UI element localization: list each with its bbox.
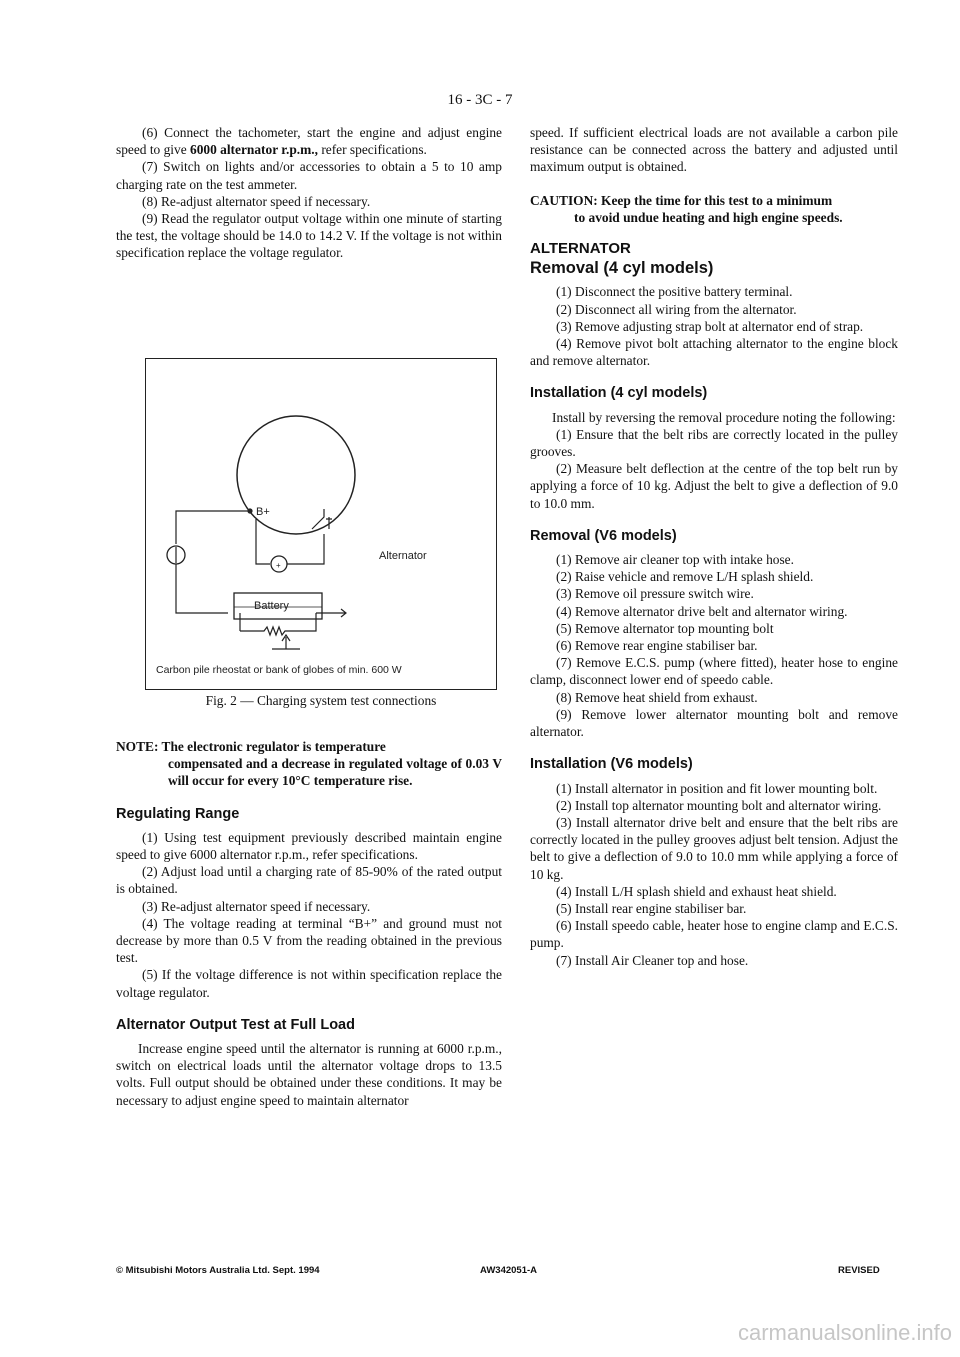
heading-install-4cyl: Installation (4 cyl models)	[530, 385, 708, 402]
range-step-2: (2) Adjust load until a charging rate of 85-90% of the rated output is obtained.	[116, 864, 502, 897]
left-column-top	[116, 124, 502, 262]
range-step-3: (3) Re-adjust alternator speed if necessary.	[142, 898, 371, 914]
watermark: carmanualsonline.info	[737, 1320, 952, 1345]
removalv6-step-3: (3) Remove oil pressure switch wire.	[556, 586, 754, 602]
removalv6-step-2: (2) Raise vehicle and remove L/H splash shield.	[556, 569, 814, 585]
charging-system-diagram	[145, 358, 497, 690]
footer-revised: REVISED	[838, 1265, 880, 1276]
installv6-step-7: (7) Install Air Cleaner top and hose.	[556, 952, 749, 968]
step-7: (7) Switch on lights and/or accessories to obtain a 5 to 10 amp charging rate on the test ammeter.	[116, 159, 502, 192]
svg-text:+: +	[276, 561, 281, 570]
range-step-1: (1) Using test equipment previously described maintain engine speed to give 6000 alternator r.p.m., refer specifications.	[116, 829, 502, 863]
page-number: 16 - 3C - 7	[447, 92, 513, 108]
installv6-step-4: (4) Install L/H splash shield and exhaust heat shield.	[556, 883, 837, 899]
pile-adjuster	[282, 635, 290, 649]
removalv6-step-6: (6) Remove rear engine stabiliser bar.	[556, 638, 758, 654]
heading-removal-v6: Removal (V6 models)	[530, 527, 677, 544]
removal4-step-3: (3) Remove adjusting strap bolt at alternator end of strap.	[556, 318, 864, 334]
wire-meter-down	[176, 564, 228, 613]
rpm-emphasis: 6000 alternator r.p.m.,	[190, 142, 318, 158]
wire-bplus-to-meter	[176, 511, 250, 544]
continued-text: speed. If sufficient electrical loads are not available a carbon pile resistance can be connected across the battery and adjusted until maximum output is obtained.	[530, 125, 898, 175]
heading-alternator: ALTERNATOR	[530, 240, 631, 258]
installv6-step-3: (3) Install alternator drive belt and ensure that the belt ribs are correctly located in the pulley grooves adjust belt tension. Adjust the belt to give a deflection of 9.0 to 10.0 mm while applying a force of 10 kg.	[530, 814, 898, 882]
range-step-4: (4) The voltage reading at terminal “B+” and ground must not decrease by more than 0.5 V from the reading obtained in the previous test.	[116, 915, 502, 966]
heading-install-v6: Installation (V6 models)	[530, 756, 693, 773]
removalv6-step-8: (8) Remove heat shield from exhaust.	[556, 689, 758, 705]
installv6-step-5: (5) Install rear engine stabiliser bar.	[556, 900, 747, 916]
alt-terminal-right	[312, 509, 332, 529]
pile-label: Carbon pile rheostat or bank of globes of min. 600 W	[156, 664, 402, 676]
step-8: (8) Re-adjust alternator speed if necessary.	[142, 193, 371, 209]
removalv6-step-7: (7) Remove E.C.S. pump (where fitted), heater hose to engine clamp, disconnect lower end of speedo cable.	[530, 655, 898, 688]
figure-caption: Fig. 2 — Charging system test connections	[205, 693, 437, 708]
removalv6-step-4: (4) Remove alternator drive belt and alternator wiring.	[556, 603, 848, 619]
heading-full-load: Alternator Output Test at Full Load	[116, 1016, 355, 1033]
footer-copyright: © Mitsubishi Motors Australia Ltd. Sept. 1994	[116, 1265, 320, 1276]
wire-alt-left	[256, 519, 270, 564]
removal4-step-2: (2) Disconnect all wiring from the alternator.	[556, 301, 797, 317]
alternator-symbol	[237, 416, 355, 534]
installv6-step-2: (2) Install top alternator mounting bolt and alternator wiring.	[556, 797, 882, 813]
installv6-step-6: (6) Install speedo cable, heater hose to engine clamp and E.C.S. pump.	[530, 918, 898, 951]
caution-block: CAUTION: Keep the time for this test to a minimum to avoid undue heating and high engine speeds.	[530, 192, 843, 225]
installv6-step-1: (1) Install alternator in position and fit lower mounting bolt.	[556, 780, 878, 796]
wire-meter-right	[287, 534, 324, 564]
full-load-text: Increase engine speed until the alternator is running at 6000 r.p.m., switch on electrical loads until the alternator voltage drops to 13.5 volts. Full output should be obtained under these conditions. It may be necessary to adjust engine speed to maintain alternator	[116, 1041, 502, 1108]
step-9: (9) Read the regulator output voltage within one minute of starting the test, the voltage should be 14.0 to 14.2 V. If the voltage is not within specification replace the voltage regulator.	[116, 211, 502, 261]
footer-document-code: AW342051-A	[480, 1265, 538, 1276]
circuit-drawing	[146, 359, 496, 689]
install4-intro: Install by reversing the removal procedure noting the following:	[552, 409, 896, 425]
range-step-5: (5) If the voltage difference is not within specification replace the voltage regulator.	[116, 967, 502, 1000]
right-column	[530, 124, 898, 969]
alternator-label: Alternator	[379, 550, 427, 562]
removalv6-step-1: (1) Remove air cleaner top with intake hose.	[556, 552, 794, 568]
heading-removal-4cyl: Removal (4 cyl models)	[530, 259, 714, 278]
carbon-pile-symbol	[240, 613, 316, 635]
step-6: (6) Connect the tachometer, start the engine and adjust engine speed to give 6000 alternator r.p.m., refer specifications.	[116, 125, 502, 158]
install4-step-1: (1) Ensure that the belt ribs are correctly located in the pulley grooves.	[530, 426, 898, 460]
heading-regulating-range: Regulating Range	[116, 805, 240, 822]
battery-label: Battery	[254, 600, 289, 612]
removalv6-step-5: (5) Remove alternator top mounting bolt	[556, 620, 774, 636]
note-block: NOTE: The electronic regulator is temperature compensated and a decrease in regulated voltage of 0.03 V will occur for every 10°C temperature rise.	[116, 739, 502, 789]
bplus-label: B+	[256, 506, 270, 518]
install4-step-2: (2) Measure belt deflection at the centre of the top belt run by applying a force of 10 kg. Adjust the belt to give a deflection of 9.0 to 10.0 mm.	[530, 461, 898, 511]
wire-battery-right	[316, 609, 346, 617]
removal4-step-1: (1) Disconnect the positive battery terminal.	[556, 284, 793, 300]
removal4-step-4: (4) Remove pivot bolt attaching alternator to the engine block and remove alternator.	[530, 336, 898, 369]
removalv6-step-9: (9) Remove lower alternator mounting bolt and remove alternator.	[530, 706, 898, 740]
left-column-bottom	[116, 720, 502, 1109]
